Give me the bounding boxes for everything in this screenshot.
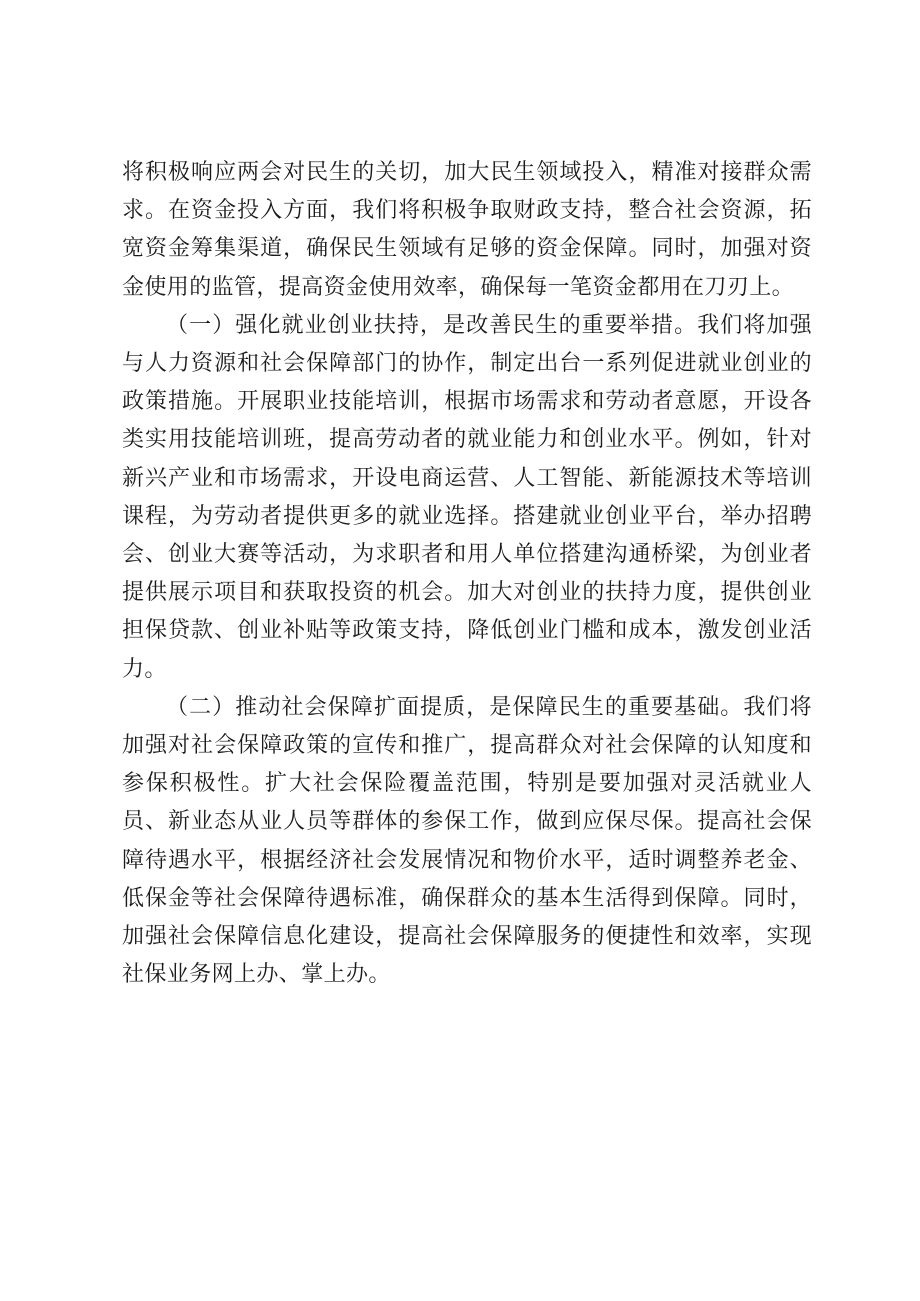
document-body: [122, 154, 812, 994]
paragraph-continuation: 将积极响应两会对民生的关切，加大民生领域投入，精准对接群众需求。在资金投入方面，我们将积极争取财政支持，整合社会资源，拓宽资金筹集渠道，确保民生领域有足够的资金保障。同时，加强对资金使用的监管，提高资金使用效率，确保每一笔资金都用在刀刃上。: [122, 160, 812, 300]
paragraph-employment-support: （一）强化就业创业扶持，是改善民生的重要举措。我们将加强与人力资源和社会保障部门的协作，制定出台一系列促进就业创业的政策措施。开展职业技能培训，根据市场需求和劳动者意愿，开设各类实用技能培训班，提高劳动者的就业能力和创业水平。例如，针对新兴产业和市场需求，开设电商运营、人工智能、新能源技术等培训课程，为劳动者提供更多的就业选择。搭建就业创业平台，举办招聘会、创业大赛等活动，为求职者和用人单位搭建沟通桥梁，为创业者提供展示项目和获取投资的机会。加大对创业的扶持力度，提供创业担保贷款、创业补贴等政策支持，降低创业门槛和成本，激发创业活力。: [122, 312, 812, 682]
paragraph-social-security: （二）推动社会保障扩面提质，是保障民生的重要基础。我们将加强对社会保障政策的宣传和推广，提高群众对社会保障的认知度和参保积极性。扩大社会保险覆盖范围，特别是要加强对灵活就业人员、新业态从业人员等群体的参保工作，做到应保尽保。提高社会保障待遇水平，根据经济社会发展情况和物价水平，适时调整养老金、低保金等社会保障待遇标准，确保群众的基本生活得到保障。同时，加强社会保障信息化建设，提高社会保障服务的便捷性和效率，实现社保业务网上办、掌上办。: [122, 694, 812, 988]
